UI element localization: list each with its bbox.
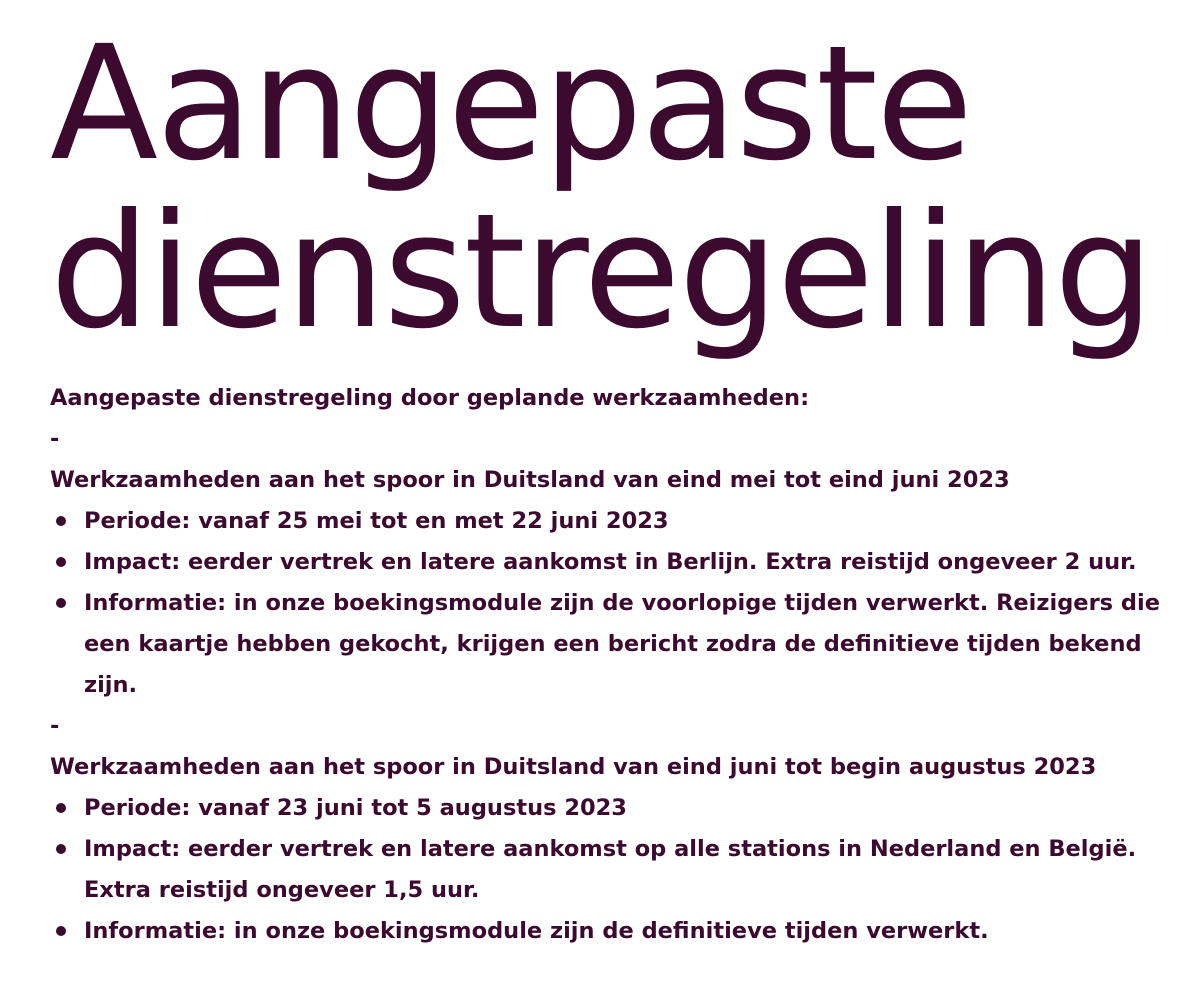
section-list	[50, 501, 1180, 706]
list-item	[50, 788, 1180, 829]
list-item-text: Periode: vanaf 23 juni tot 5 augustus 2023	[84, 795, 627, 821]
list-item	[50, 501, 1180, 542]
notice-content	[50, 378, 1180, 952]
list-item-text: Informatie: in onze boekingsmodule zijn de voorlopige tijden verwerkt. Reizigers die een kaartje hebben gekocht, krijgen een bericht zodra de definitieve tijden bekend zijn.	[84, 590, 1160, 698]
page	[50, 12, 1180, 952]
separator: -	[50, 713, 60, 739]
page-title-line-2: dienstregeling	[50, 180, 1153, 364]
list-item	[50, 829, 1180, 911]
list-item-text: Periode: vanaf 25 mei tot en met 22 juni 2023	[84, 508, 669, 534]
bullet-icon	[56, 803, 66, 813]
page-title	[50, 12, 1180, 364]
bullet-icon	[56, 844, 66, 854]
separator: -	[50, 426, 60, 452]
list-item	[50, 542, 1180, 583]
list-item	[50, 583, 1180, 706]
section-list	[50, 788, 1180, 952]
list-item-text: Informatie: in onze boekingsmodule zijn de definitieve tijden verwerkt.	[84, 918, 989, 944]
bullet-icon	[56, 926, 66, 936]
list-item-text: Impact: eerder vertrek en latere aankomst in Berlijn. Extra reistijd ongeveer 2 uur.	[84, 549, 1137, 575]
bullet-icon	[56, 557, 66, 567]
section-heading: Werkzaamheden aan het spoor in Duitsland van eind juni tot begin augustus 2023	[50, 754, 1097, 780]
intro-text: Aangepaste dienstregeling door geplande werkzaamheden:	[50, 385, 810, 411]
bullet-icon	[56, 598, 66, 608]
page-title-line-1: Aangepaste	[50, 12, 972, 196]
list-item	[50, 911, 1180, 952]
bullet-icon	[56, 516, 66, 526]
list-item-text: Impact: eerder vertrek en latere aankomst op alle stations in Nederland en België. Extra reistijd ongeveer 1,5 uur.	[84, 836, 1137, 903]
section-heading: Werkzaamheden aan het spoor in Duitsland van eind mei tot eind juni 2023	[50, 467, 1010, 493]
